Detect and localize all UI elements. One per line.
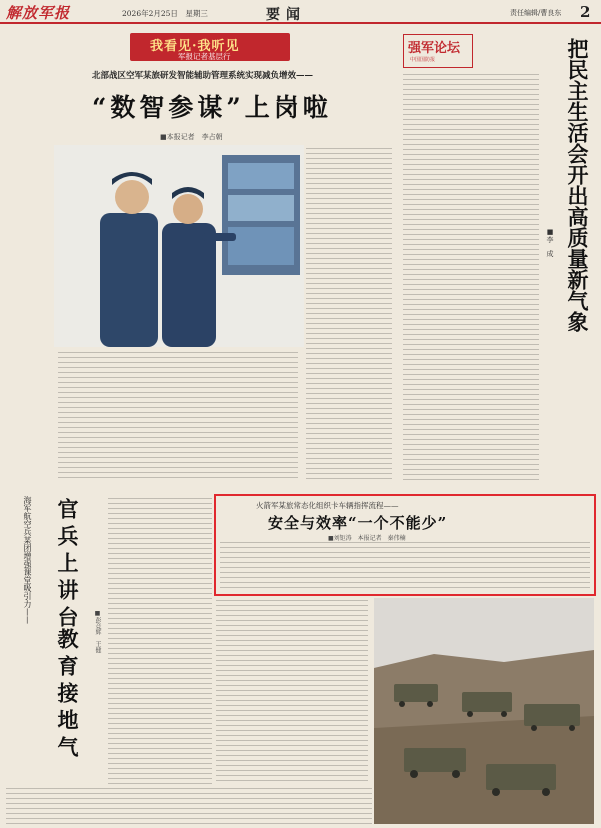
column-banner-title: 我看见·我听见 (150, 39, 240, 54)
main-article-photo (54, 145, 304, 347)
left-article-body-bottom (6, 788, 372, 824)
highlighted-article-byline: ■刘钜涛 本报记者 秦伟楠 (328, 535, 406, 542)
left-article-body-top (108, 498, 212, 784)
main-article-headline: “数智参谋”上岗啦 (92, 93, 332, 122)
column-banner-subtitle: 军报记者基层行 (178, 52, 231, 61)
forum-banner-subtitle: 中国国防报 (410, 57, 436, 63)
issue-date: 2026年2月25日 星期三 (122, 9, 208, 18)
left-article-byline: ■彭竞辉 王健 (94, 610, 101, 653)
left-article-headline-1: 官兵上讲台 (55, 498, 80, 633)
left-article-headline-2: 教育接地气 (55, 628, 80, 763)
commentary-body (403, 74, 539, 484)
commentary-byline: ■李 成 (546, 228, 554, 257)
left-article-kicker: 海军航空兵某团增强课堂吸引力—— (23, 496, 32, 624)
missile-vehicles-photo (374, 598, 594, 824)
main-article-kicker: 北部战区空军某旅研发智能辅助管理系统实现减负增效—— (92, 71, 314, 81)
highlighted-article-kicker: 火箭军某旅常态化组织卡车辆指挥流程—— (256, 501, 399, 510)
main-article-byline: ■本报记者 李占朝 (160, 133, 223, 141)
officers-at-screen-illustration (54, 145, 304, 347)
launch-vehicles-illustration (374, 598, 594, 824)
page-number: 2 (580, 3, 591, 21)
newspaper-logo: 解放军报 (6, 4, 71, 22)
main-article-body-left (58, 352, 298, 482)
section-title: 要闻 (266, 7, 306, 23)
commentary-headline: 把民主生活会开出高质量新气象 (565, 38, 590, 332)
highlighted-article-body-continued (216, 600, 368, 784)
edition-editor: 责任编辑/曹良东 (510, 9, 562, 17)
forum-banner-title: 强军论坛 (408, 41, 461, 56)
highlighted-article-body (220, 542, 590, 592)
highlighted-article-headline: 安全与效率“一个不能少” (268, 514, 448, 532)
main-article-body-right (306, 148, 392, 482)
